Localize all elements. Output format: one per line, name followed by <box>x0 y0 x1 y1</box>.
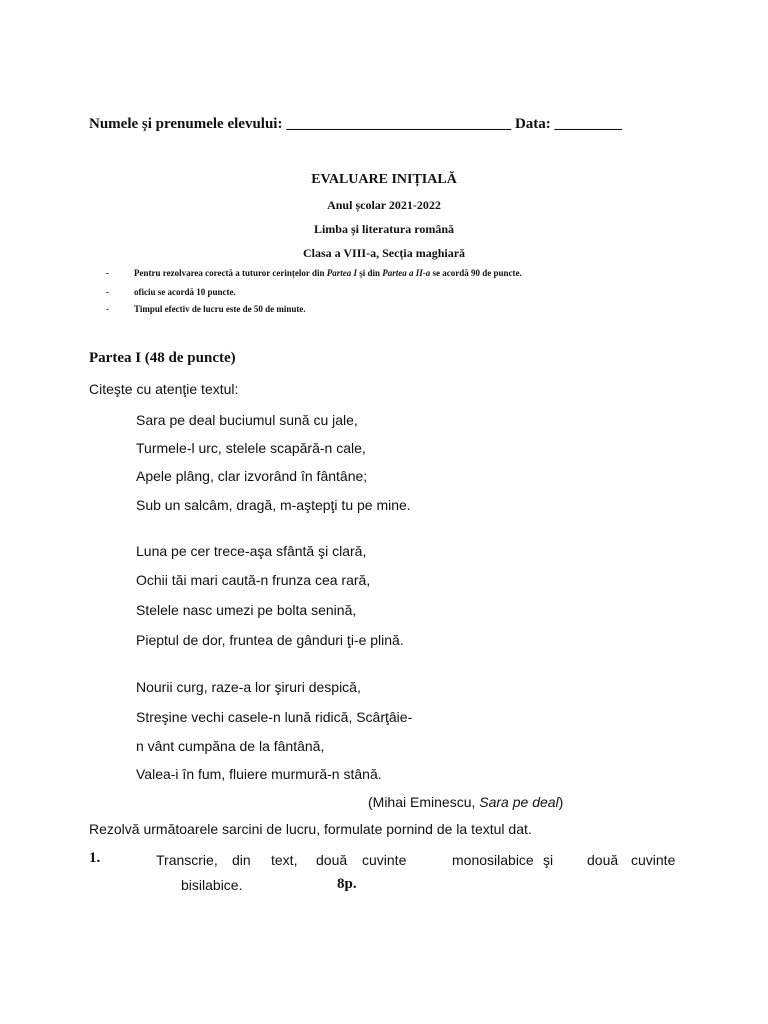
school-year: Anul școlar 2021-2022 <box>327 198 441 212</box>
poem-line: Apele plâng, clar izvorând în fântâne; <box>136 468 368 484</box>
instruction-item: - Timpul efectiv de lucru este de 50 de minute. <box>106 304 306 314</box>
task-word: două <box>316 852 348 868</box>
poem-line: Ochii tăi mari caută-n frunza cea rară, <box>136 572 371 588</box>
poem-line: Streşine vechi casele-n lună ridică, Scârţâie- <box>136 709 413 725</box>
task-line2: bisilabice. <box>181 877 243 893</box>
task-word: două <box>587 852 619 868</box>
date-label: Data: <box>514 116 551 132</box>
task-word: din <box>232 852 251 868</box>
subject-name: Limba și literatura română <box>313 222 455 236</box>
task-word: cuvinte <box>362 852 407 868</box>
poem-line: Nourii curg, raze-a lor şiruri despică, <box>136 679 361 695</box>
poem-line: Sub un salcâm, dragă, m-aştepţi tu pe mine. <box>136 497 411 513</box>
bullet-marker: - <box>106 287 109 297</box>
student-name-label: Numele și prenumele elevului: <box>89 116 283 132</box>
task-word: Transcrie, <box>156 852 218 868</box>
part1-heading: Partea I (48 de puncte) <box>89 350 236 366</box>
instruction-item: - Pentru rezolvarea corectă a tuturor cerințelor din Partea I și din Partea a II-a se acordă 90 de puncte. <box>106 268 522 278</box>
task-word: cuvinte <box>631 852 676 868</box>
poem-line: n vânt cumpăna de la fântână, <box>136 738 325 754</box>
citation-author: (Mihai Eminescu, <box>368 794 480 810</box>
part1-intro: Citeşte cu atenţie textul: <box>89 381 239 397</box>
task-points: 8p. <box>337 876 357 892</box>
task-number: 1. <box>89 850 101 866</box>
task-word: monosilabice <box>452 852 534 868</box>
poem-citation: (Mihai Eminescu, Sara pe deal) <box>368 794 564 810</box>
citation-title: Sara pe deal <box>479 794 559 810</box>
student-name-blank[interactable]: ______________________________ <box>286 116 512 132</box>
poem-line: Sara pe deal buciumul sună cu jale, <box>136 412 358 428</box>
instruction-item: - oficiu se acordă 10 puncte. <box>106 287 236 297</box>
bullet-marker: - <box>106 304 109 314</box>
poem-line: Stelele nasc umezi pe bolta senină, <box>136 602 357 618</box>
poem-line: Pieptul de dor, fruntea de gânduri ţi-e plină. <box>136 632 404 648</box>
date-blank[interactable]: _________ <box>554 116 623 132</box>
task-word: şi <box>543 852 554 868</box>
exam-title: EVALUARE INIȚIALĂ <box>311 172 457 187</box>
task-intro: Rezolvă următoarele sarcini de lucru, formulate pornind de la textul dat. <box>89 821 532 837</box>
poem-line: Luna pe cer trece-aşa sfântă şi clară, <box>136 543 367 559</box>
class-section: Clasa a VIII-a, Secția maghiară <box>302 246 466 260</box>
student-name-line <box>89 116 622 133</box>
task-word: text, <box>271 852 298 868</box>
bullet-marker: - <box>106 268 109 278</box>
poem-line: Valea-i în fum, fluiere murmură-n stână. <box>136 766 382 782</box>
poem-line: Turmele-l urc, stelele scapără-n cale, <box>136 440 366 456</box>
